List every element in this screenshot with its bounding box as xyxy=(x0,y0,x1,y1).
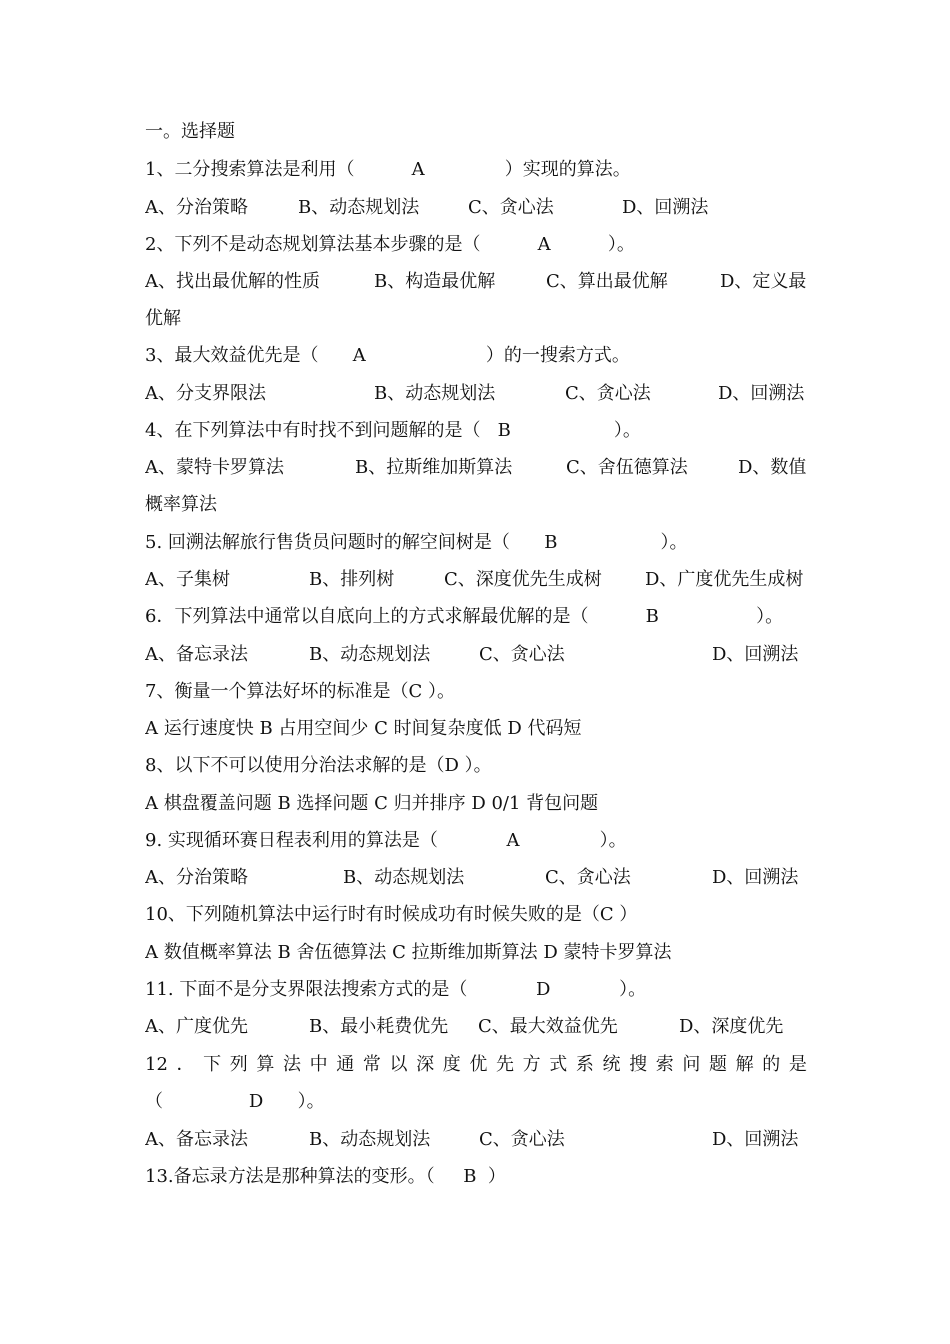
option-d: D、广度优先生成树 xyxy=(645,569,804,590)
option-b: B、动态规划法 xyxy=(309,1129,431,1150)
option-a: A、备忘录法 xyxy=(145,1129,248,1150)
option-c: C、最大效益优先 xyxy=(478,1016,618,1037)
option-d: D、数值 xyxy=(738,457,807,478)
option-d: D、回溯法 xyxy=(622,197,709,218)
question-11-stem: 11. 下面不是分支界限法搜索方式的是（ D ）。 xyxy=(145,979,647,1000)
option-c: C、算出最优解 xyxy=(546,271,668,292)
question-4-stem: 4、在下列算法中有时找不到问题解的是（ B ）。 xyxy=(145,420,641,441)
stem-char: 题 xyxy=(709,1054,728,1075)
option-b: B、动态规划法 xyxy=(374,383,496,404)
question-7-options: A 运行速度快 B 占用空间少 C 时间复杂度低 D 代码短 xyxy=(145,718,582,739)
option-d: D、回溯法 xyxy=(718,383,805,404)
option-c: C、深度优先生成树 xyxy=(444,569,602,590)
question-4-continuation: 概率算法 xyxy=(145,494,217,515)
question-12-options xyxy=(145,1125,835,1155)
question-6-options xyxy=(145,640,835,670)
question-10-stem: 10、下列随机算法中运行时有时候成功有时候失败的是（C ） xyxy=(145,904,638,925)
stem-char: 通 xyxy=(336,1054,355,1075)
question-2-options xyxy=(145,267,835,297)
stem-char: 常 xyxy=(362,1054,381,1075)
stem-char: 索 xyxy=(655,1054,674,1075)
stem-char: 下 xyxy=(203,1054,222,1075)
stem-char: 是 xyxy=(788,1054,807,1075)
question-11-options xyxy=(145,1012,835,1042)
stem-char: ． xyxy=(176,1054,195,1075)
question-7-stem: 7、衡量一个算法好坏的标准是（C ）。 xyxy=(145,681,455,702)
option-a: A、分支界限法 xyxy=(145,383,266,404)
option-b: B、动态规划法 xyxy=(309,644,431,665)
stem-char: 的 xyxy=(762,1054,781,1075)
stem-char: 优 xyxy=(469,1054,488,1075)
option-a: A、分治策略 xyxy=(145,867,248,888)
option-c: C、贪心法 xyxy=(545,867,631,888)
option-d: D、定义最 xyxy=(720,271,807,292)
option-b: B、动态规划法 xyxy=(298,197,420,218)
stem-char: 法 xyxy=(283,1054,302,1075)
question-2-continuation: 优解 xyxy=(145,308,181,329)
question-12-stem xyxy=(145,1050,807,1080)
option-d: D、回溯法 xyxy=(712,1129,799,1150)
question-8-options: A 棋盘覆盖问题 B 选择问题 C 归并排序 D 0/1 背包问题 xyxy=(145,793,599,814)
question-5-options xyxy=(145,565,835,595)
question-13-stem: 13.备忘录方法是那种算法的变形。（ B ） xyxy=(145,1166,506,1187)
option-a: A、找出最优解的性质 xyxy=(145,271,320,292)
option-b: B、最小耗费优先 xyxy=(309,1016,449,1037)
question-9-stem: 9. 实现循环赛日程表利用的算法是（ A ）。 xyxy=(145,830,627,851)
question-2-stem: 2、下列不是动态规划算法基本步骤的是（ A ）。 xyxy=(145,234,635,255)
stem-char: 方 xyxy=(522,1054,541,1075)
stem-char: 列 xyxy=(229,1054,248,1075)
option-a: A、广度优先 xyxy=(145,1016,248,1037)
question-8-stem: 8、以下不可以使用分治法求解的是（D ）。 xyxy=(145,755,492,776)
stem-char: 问 xyxy=(682,1054,701,1075)
option-c: C、舍伍德算法 xyxy=(566,457,688,478)
option-b: B、排列树 xyxy=(309,569,395,590)
stem-char: 式 xyxy=(549,1054,568,1075)
option-b: B、构造最优解 xyxy=(374,271,496,292)
option-c: C、贪心法 xyxy=(479,1129,565,1150)
stem-char: 统 xyxy=(602,1054,621,1075)
option-a: A、子集树 xyxy=(145,569,230,590)
question-4-options xyxy=(145,453,835,483)
question-1-options xyxy=(145,193,835,223)
option-d: D、回溯法 xyxy=(712,867,799,888)
stem-char: 深 xyxy=(416,1054,435,1075)
question-10-options: A 数值概率算法 B 舍伍德算法 C 拉斯维加斯算法 D 蒙特卡罗算法 xyxy=(145,942,672,963)
option-a: A、备忘录法 xyxy=(145,644,248,665)
option-a: A、分治策略 xyxy=(145,197,248,218)
stem-char: 12 xyxy=(145,1054,168,1075)
question-9-options xyxy=(145,863,835,893)
question-12-continuation: （ D ）。 xyxy=(145,1091,325,1112)
option-c: C、贪心法 xyxy=(565,383,651,404)
stem-char: 度 xyxy=(442,1054,461,1075)
stem-char: 以 xyxy=(389,1054,408,1075)
stem-char: 搜 xyxy=(629,1054,648,1075)
question-1-stem: 1、二分搜索算法是利用（ A ）实现的算法。 xyxy=(145,159,631,180)
section-title: 一。选择题 xyxy=(145,121,235,142)
stem-char: 解 xyxy=(735,1054,754,1075)
stem-char: 先 xyxy=(496,1054,515,1075)
option-c: C、贪心法 xyxy=(479,644,565,665)
stem-char: 算 xyxy=(256,1054,275,1075)
stem-char: 中 xyxy=(309,1054,328,1075)
option-c: C、贪心法 xyxy=(468,197,554,218)
question-3-options xyxy=(145,379,835,409)
option-b: B、动态规划法 xyxy=(343,867,465,888)
question-5-stem: 5. 回溯法解旅行售货员问题时的解空间树是（ B ）。 xyxy=(145,532,688,553)
option-b: B、拉斯维加斯算法 xyxy=(355,457,513,478)
stem-char: 系 xyxy=(575,1054,594,1075)
question-6-stem: 6．下列算法中通常以自底向上的方式求解最优解的是（ B ）。 xyxy=(145,606,784,627)
option-a: A、蒙特卡罗算法 xyxy=(145,457,284,478)
question-3-stem: 3、最大效益优先是（ A ）的一搜索方式。 xyxy=(145,345,630,366)
option-d: D、回溯法 xyxy=(712,644,799,665)
option-d: D、深度优先 xyxy=(679,1016,784,1037)
